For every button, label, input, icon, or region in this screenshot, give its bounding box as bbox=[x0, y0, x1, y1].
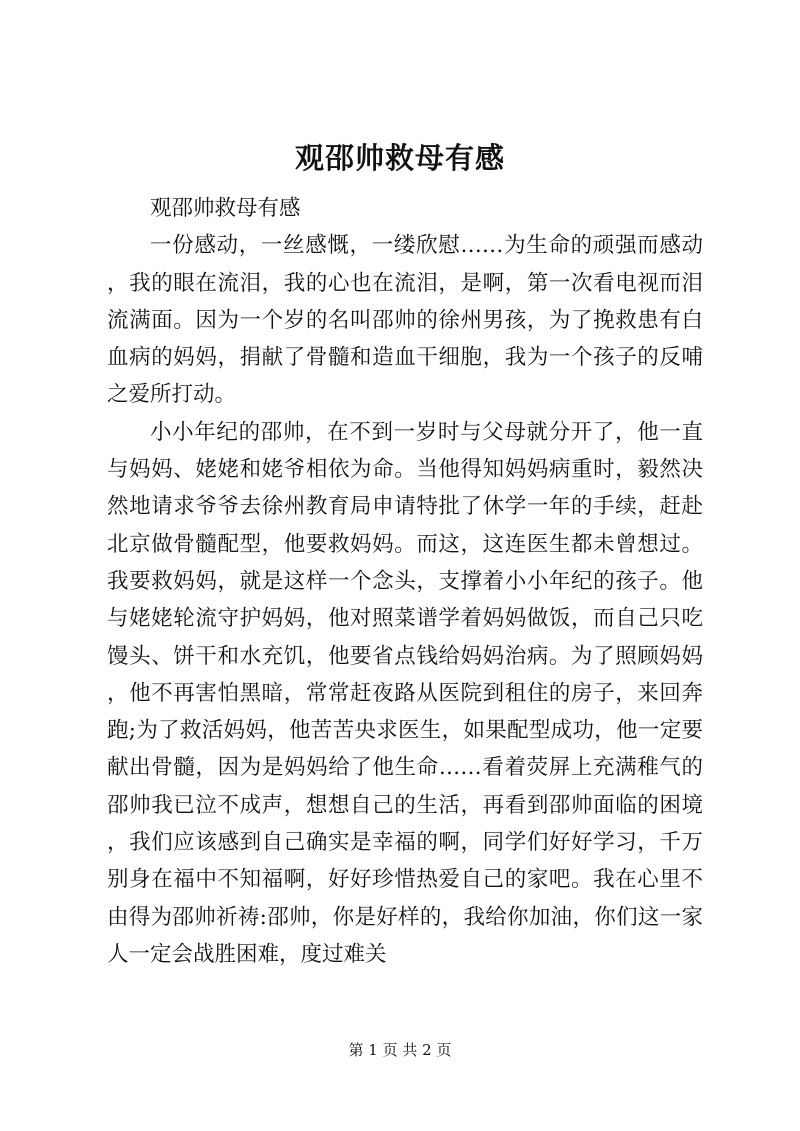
document-body bbox=[107, 190, 703, 973]
page-title: 观邵帅救母有感 bbox=[294, 141, 505, 175]
page-number-label: 第 1 页 共 2 页 bbox=[348, 1041, 452, 1059]
page-footer bbox=[0, 1040, 800, 1060]
paragraph-1: 一份感动，一丝感慨，一缕欣慰……为生命的顽强而感动，我的眼在流泪，我的心也在流泪，是啊，第一次看电视而泪流满面。因为一个岁的名叫邵帅的徐州男孩，为了挽救患有白血病的妈妈，捐献了骨髓和造血干细胞，我为一个孩子的反哺之爱所打动。 bbox=[107, 233, 703, 408]
paragraph-2: 小小年纪的邵帅，在不到一岁时与父母就分开了，他一直与妈妈、姥姥和姥爷相依为命。当他得知妈妈病重时，毅然决然地请求爷爷去徐州教育局申请特批了休学一年的手续，赶赴北京做骨髓配型，他要救妈妈。而这，这连医生都未曾想过。我要救妈妈，就是这样一个念头，支撑着小小年纪的孩子。他与姥姥轮流守护妈妈，他对照菜谱学着妈妈做饭，而自己只吃馒头、饼干和水充饥，他要省点钱给妈妈治病。为了照顾妈妈，他不再害怕黑暗，常常赶夜路从医院到租住的房子，来回奔跑;为了救活妈妈，他苦苦央求医生，如果配型成功，他一定要献出骨髓，因为是妈妈给了他生命……看着荧屏上充满稚气的邵帅我已泣不成声，想想自己的生活，再看到邵帅面临的困境，我们应该感到自己确实是幸福的啊，同学们好好学习，千万别身在福中不知福啊，好好珍惜热爱自己的家吧。我在心里不由得为邵帅祈祷:邵帅，你是好样的，我给你加油，你们这一家人一定会战胜困难，度过难关 bbox=[107, 419, 703, 967]
document-subtitle: 观邵帅救母有感 bbox=[150, 196, 301, 221]
